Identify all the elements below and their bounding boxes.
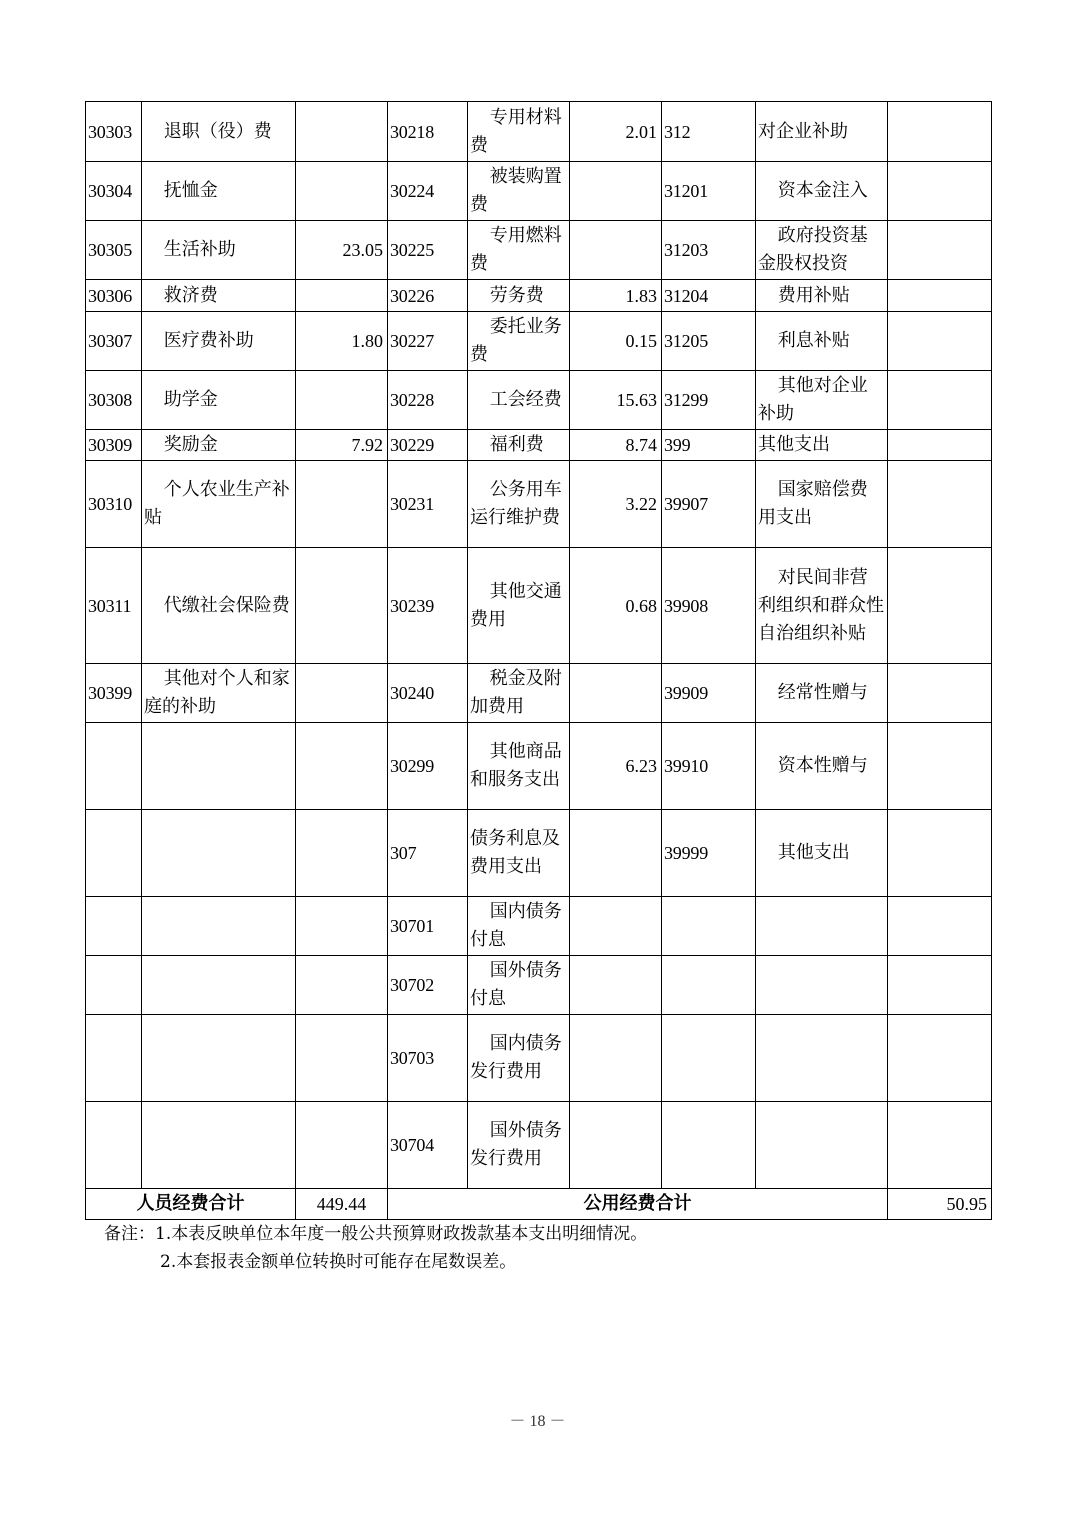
name-cell: 其他交通费用: [468, 548, 570, 664]
amount-cell: 1.80: [296, 312, 388, 371]
amount-cell: [296, 1102, 388, 1189]
code-cell: [86, 956, 142, 1015]
code-cell: 30226: [388, 280, 468, 312]
code-cell: [86, 897, 142, 956]
code-cell: 30303: [86, 102, 142, 162]
amount-cell: [888, 461, 992, 548]
table-row: [86, 280, 992, 312]
name-cell: 对企业补助: [756, 102, 888, 162]
name-cell: [756, 1102, 888, 1189]
code-cell: 312: [662, 102, 756, 162]
name-cell: 劳务费: [468, 280, 570, 312]
amount-cell: [570, 1102, 662, 1189]
public-total-label: 公用经费合计: [388, 1189, 888, 1220]
code-cell: 30218: [388, 102, 468, 162]
code-cell: 31201: [662, 162, 756, 221]
name-cell: [756, 1015, 888, 1102]
amount-cell: [888, 1015, 992, 1102]
table-row: [86, 723, 992, 810]
code-cell: 30225: [388, 221, 468, 280]
name-cell: [142, 1102, 296, 1189]
name-cell: 助学金: [142, 371, 296, 430]
totals-row: [86, 1189, 992, 1220]
amount-cell: [888, 956, 992, 1015]
name-cell: 费用补贴: [756, 280, 888, 312]
code-cell: 307: [388, 810, 468, 897]
code-cell: 30231: [388, 461, 468, 548]
name-cell: 其他支出: [756, 810, 888, 897]
amount-cell: [888, 280, 992, 312]
code-cell: [662, 956, 756, 1015]
code-cell: 30224: [388, 162, 468, 221]
amount-cell: [888, 371, 992, 430]
name-cell: [756, 956, 888, 1015]
amount-cell: [888, 430, 992, 461]
amount-cell: [296, 723, 388, 810]
amount-cell: 23.05: [296, 221, 388, 280]
personnel-total-label: 人员经费合计: [86, 1189, 296, 1220]
amount-cell: [570, 1015, 662, 1102]
name-cell: 资本金注入: [756, 162, 888, 221]
amount-cell: [888, 162, 992, 221]
name-cell: 国外债务付息: [468, 956, 570, 1015]
code-cell: 30299: [388, 723, 468, 810]
amount-cell: 15.63: [570, 371, 662, 430]
table-row: [86, 430, 992, 461]
amount-cell: 6.23: [570, 723, 662, 810]
amount-cell: 0.15: [570, 312, 662, 371]
notes: [104, 1220, 647, 1276]
table-row: [86, 810, 992, 897]
table-row: [86, 102, 992, 162]
amount-cell: [296, 956, 388, 1015]
code-cell: 30240: [388, 664, 468, 723]
name-cell: 公务用车运行维护费: [468, 461, 570, 548]
note-line-2: 2.本套报表金额单位转换时可能存在尾数误差。: [160, 1252, 517, 1272]
name-cell: 其他商品和服务支出: [468, 723, 570, 810]
code-cell: [662, 1015, 756, 1102]
code-cell: [86, 810, 142, 897]
amount-cell: [296, 897, 388, 956]
amount-cell: [570, 810, 662, 897]
amount-cell: [570, 162, 662, 221]
name-cell: 其他对企业补助: [756, 371, 888, 430]
amount-cell: [570, 664, 662, 723]
code-cell: 30239: [388, 548, 468, 664]
name-cell: 国外债务发行费用: [468, 1102, 570, 1189]
name-cell: 国内债务发行费用: [468, 1015, 570, 1102]
name-cell: 代缴社会保险费: [142, 548, 296, 664]
amount-cell: [888, 102, 992, 162]
name-cell: 生活补助: [142, 221, 296, 280]
name-cell: 委托业务费: [468, 312, 570, 371]
name-cell: 其他对个人和家庭的补助: [142, 664, 296, 723]
table-row: [86, 1015, 992, 1102]
code-cell: 30306: [86, 280, 142, 312]
amount-cell: [570, 897, 662, 956]
page-number: － 18 －: [509, 1413, 566, 1430]
code-cell: 30228: [388, 371, 468, 430]
code-cell: 30304: [86, 162, 142, 221]
name-cell: 税金及附加费用: [468, 664, 570, 723]
name-cell: 个人农业生产补贴: [142, 461, 296, 548]
name-cell: [142, 956, 296, 1015]
name-cell: 福利费: [468, 430, 570, 461]
code-cell: 30310: [86, 461, 142, 548]
code-cell: 30702: [388, 956, 468, 1015]
name-cell: 其他支出: [756, 430, 888, 461]
amount-cell: [888, 810, 992, 897]
code-cell: 399: [662, 430, 756, 461]
code-cell: 39999: [662, 810, 756, 897]
table-row: [86, 1102, 992, 1189]
amount-cell: 2.01: [570, 102, 662, 162]
amount-cell: 8.74: [570, 430, 662, 461]
amount-cell: [296, 102, 388, 162]
table-row: [86, 548, 992, 664]
amount-cell: [296, 280, 388, 312]
name-cell: 国内债务付息: [468, 897, 570, 956]
table-body: [86, 102, 992, 1189]
code-cell: 31299: [662, 371, 756, 430]
code-cell: [662, 897, 756, 956]
code-cell: 31205: [662, 312, 756, 371]
public-total-value: 50.95: [888, 1189, 992, 1220]
code-cell: [86, 1015, 142, 1102]
amount-cell: 0.68: [570, 548, 662, 664]
table-row: [86, 221, 992, 280]
name-cell: 专用材料费: [468, 102, 570, 162]
code-cell: 39910: [662, 723, 756, 810]
name-cell: 救济费: [142, 280, 296, 312]
code-cell: 30307: [86, 312, 142, 371]
amount-cell: [888, 664, 992, 723]
name-cell: 奖励金: [142, 430, 296, 461]
name-cell: 资本性赠与: [756, 723, 888, 810]
amount-cell: [888, 548, 992, 664]
code-cell: 30399: [86, 664, 142, 723]
code-cell: 30311: [86, 548, 142, 664]
name-cell: 工会经费: [468, 371, 570, 430]
amount-cell: [296, 1015, 388, 1102]
code-cell: 30704: [388, 1102, 468, 1189]
expenditure-detail-table: [85, 101, 992, 1220]
amount-cell: [296, 461, 388, 548]
table-row: [86, 461, 992, 548]
code-cell: 30305: [86, 221, 142, 280]
amount-cell: [296, 810, 388, 897]
amount-cell: [570, 956, 662, 1015]
amount-cell: [296, 548, 388, 664]
code-cell: [86, 723, 142, 810]
amount-cell: [296, 664, 388, 723]
code-cell: [86, 1102, 142, 1189]
name-cell: 抚恤金: [142, 162, 296, 221]
code-cell: 30703: [388, 1015, 468, 1102]
table-row: [86, 312, 992, 371]
name-cell: [142, 810, 296, 897]
amount-cell: 3.22: [570, 461, 662, 548]
table-row: [86, 897, 992, 956]
note-line-1: 备注：1.本表反映单位本年度一般公共预算财政拨款基本支出明细情况。: [104, 1224, 648, 1244]
amount-cell: 1.83: [570, 280, 662, 312]
name-cell: 对民间非营利组织和群众性自治组织补贴: [756, 548, 888, 664]
table-row: [86, 162, 992, 221]
name-cell: 退职（役）费: [142, 102, 296, 162]
amount-cell: [296, 371, 388, 430]
name-cell: 经常性赠与: [756, 664, 888, 723]
name-cell: 政府投资基金股权投资: [756, 221, 888, 280]
amount-cell: [888, 312, 992, 371]
name-cell: [142, 723, 296, 810]
code-cell: 30308: [86, 371, 142, 430]
name-cell: [142, 897, 296, 956]
amount-cell: [888, 1102, 992, 1189]
amount-cell: [888, 723, 992, 810]
code-cell: [662, 1102, 756, 1189]
code-cell: 39909: [662, 664, 756, 723]
amount-cell: [888, 221, 992, 280]
amount-cell: [888, 897, 992, 956]
name-cell: 被装购置费: [468, 162, 570, 221]
code-cell: 39908: [662, 548, 756, 664]
name-cell: [756, 897, 888, 956]
personnel-total-value: 449.44: [296, 1189, 388, 1220]
amount-cell: [570, 221, 662, 280]
name-cell: 专用燃料费: [468, 221, 570, 280]
table-row: [86, 371, 992, 430]
code-cell: 31204: [662, 280, 756, 312]
code-cell: 30309: [86, 430, 142, 461]
amount-cell: 7.92: [296, 430, 388, 461]
name-cell: 国家赔偿费用支出: [756, 461, 888, 548]
amount-cell: [296, 162, 388, 221]
name-cell: 医疗费补助: [142, 312, 296, 371]
table-row: [86, 956, 992, 1015]
name-cell: 利息补贴: [756, 312, 888, 371]
code-cell: 39907: [662, 461, 756, 548]
code-cell: 31203: [662, 221, 756, 280]
name-cell: 债务利息及费用支出: [468, 810, 570, 897]
name-cell: [142, 1015, 296, 1102]
code-cell: 30227: [388, 312, 468, 371]
table-row: [86, 664, 992, 723]
code-cell: 30229: [388, 430, 468, 461]
code-cell: 30701: [388, 897, 468, 956]
